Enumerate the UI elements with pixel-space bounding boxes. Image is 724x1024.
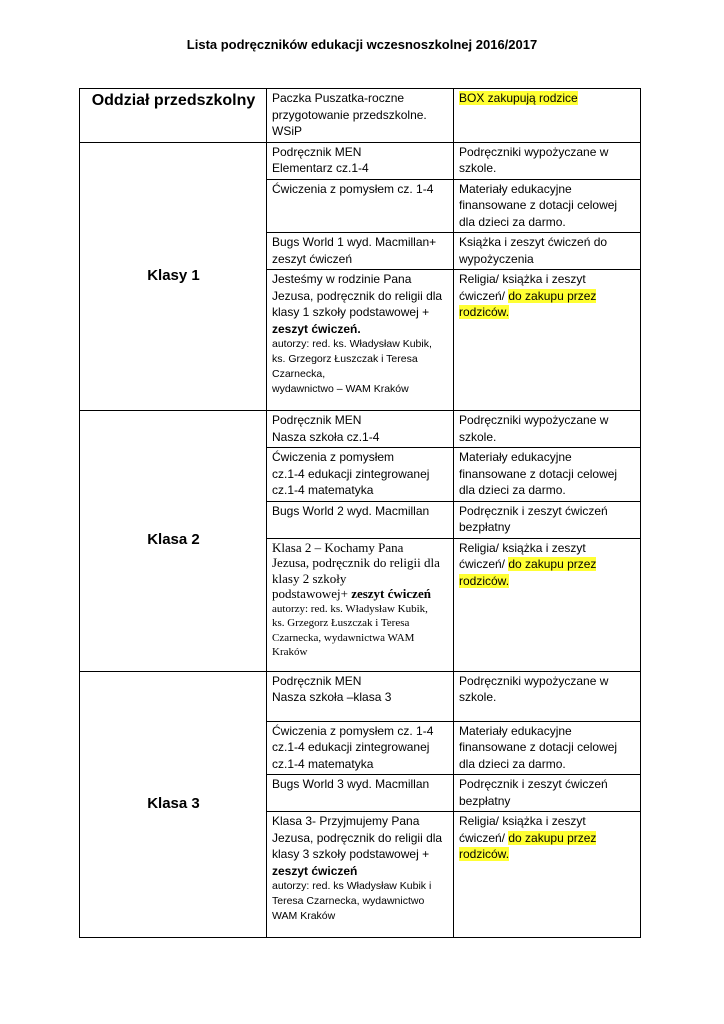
book-cell: Podręcznik MEN Elementarz cz.1-4 [267, 142, 454, 179]
book-cell: Podręcznik MEN Nasza szkoła cz.1-4 [267, 411, 454, 448]
note-cell: Religia/ książka i zeszyt ćwiczeń/ do zakupu przez rodziców. [454, 538, 641, 671]
book-cell: Podręcznik MEN Nasza szkoła –klasa 3 [267, 671, 454, 721]
group-label-klasa-3: Klasa 3 [80, 671, 267, 938]
book-cell: Jesteśmy w rodzinie Pana Jezusa, podręcznik do religii dla klasy 1 szkoły podstawowej + zeszyt ćwiczeń. autorzy: red. ks. Władysław Kubik, ks. Grzegorz Łuszczak i Teresa Czarnecka, wydawnictwo – WAM Kraków [267, 270, 454, 411]
book-cell: Bugs World 1 wyd. Macmillan+ zeszyt ćwiczeń [267, 233, 454, 270]
note-cell: Podręczniki wypożyczane w szkole. [454, 411, 641, 448]
highlighted-note: BOX zakupują rodzice [459, 91, 578, 105]
table-row [80, 411, 641, 448]
note-cell [454, 89, 641, 143]
note-cell: Podręcznik i zeszyt ćwiczeń bezpłatny [454, 501, 641, 538]
note-cell: Religia/ książka i zeszyt ćwiczeń/ do zakupu przez rodziców. [454, 270, 641, 411]
book-cell: Ćwiczenia z pomysłem cz. 1-4 cz.1-4 edukacji zintegrowanej cz.1-4 matematyka [267, 721, 454, 775]
book-cell: Klasa 3- Przyjmujemy Pana Jezusa, podręcznik do religii dla klasy 3 szkoły podstawowej + zeszyt ćwiczeń autorzy: red. ks Władysław Kubik i Teresa Czarnecka, wydawnictwo WAM Kraków [267, 812, 454, 938]
note-cell: Podręczniki wypożyczane w szkole. [454, 671, 641, 721]
table-row [80, 142, 641, 179]
book-cell: Ćwiczenia z pomysłem cz. 1-4 [267, 179, 454, 233]
group-label-klasa-2: Klasa 2 [80, 411, 267, 672]
note-cell: Podręczniki wypożyczane w szkole. [454, 142, 641, 179]
highlighted-note: do zakupu przez [508, 557, 597, 571]
highlighted-note: do zakupu przez [508, 830, 597, 845]
note-cell: Materiały edukacyjne finansowane z dotacji celowej dla dzieci za darmo. [454, 179, 641, 233]
note-cell: Religia/ książka i zeszyt ćwiczeń/ do zakupu przez rodziców. [454, 812, 641, 938]
group-label-klasa-1: Klasy 1 [80, 142, 267, 411]
note-cell: Materiały edukacyjne finansowane z dotacji celowej dla dzieci za darmo. [454, 448, 641, 502]
book-cell: Bugs World 2 wyd. Macmillan [267, 501, 454, 538]
book-cell: Bugs World 3 wyd. Macmillan [267, 775, 454, 812]
document-title: Lista podręczników edukacji wczesnoszkolnej 2016/2017 [186, 37, 538, 52]
book-cell: Paczka Puszatka-roczne przygotowanie przedszkolne. WSiP [267, 89, 454, 143]
book-cell: Klasa 2 – Kochamy Pana Jezusa, podręcznik do religii dla klasy 2 szkoły podstawowej+ zeszyt ćwiczeń autorzy: red. ks. Władysław Kubik, ks. Grzegorz Łuszczak i Teresa Czarnecka, wydawnictwa WAM Kraków [267, 538, 454, 671]
table-row [80, 671, 641, 721]
note-cell: Książka i zeszyt ćwiczeń do wypożyczenia [454, 233, 641, 270]
highlighted-note: rodziców. [459, 847, 510, 861]
textbook-table [79, 88, 641, 938]
book-cell: Ćwiczenia z pomysłem cz.1-4 edukacji zintegrowanej cz.1-4 matematyka [267, 448, 454, 502]
group-label-przedszkole: Oddział przedszkolny [80, 89, 267, 143]
highlighted-note: rodziców. [459, 305, 510, 319]
table-row [80, 89, 641, 143]
highlighted-note: rodziców. [459, 573, 510, 588]
highlighted-note: do zakupu przez [508, 288, 597, 303]
note-cell: Materiały edukacyjne finansowane z dotacji celowej dla dzieci za darmo. [454, 721, 641, 775]
note-cell: Podręcznik i zeszyt ćwiczeń bezpłatny [454, 775, 641, 812]
